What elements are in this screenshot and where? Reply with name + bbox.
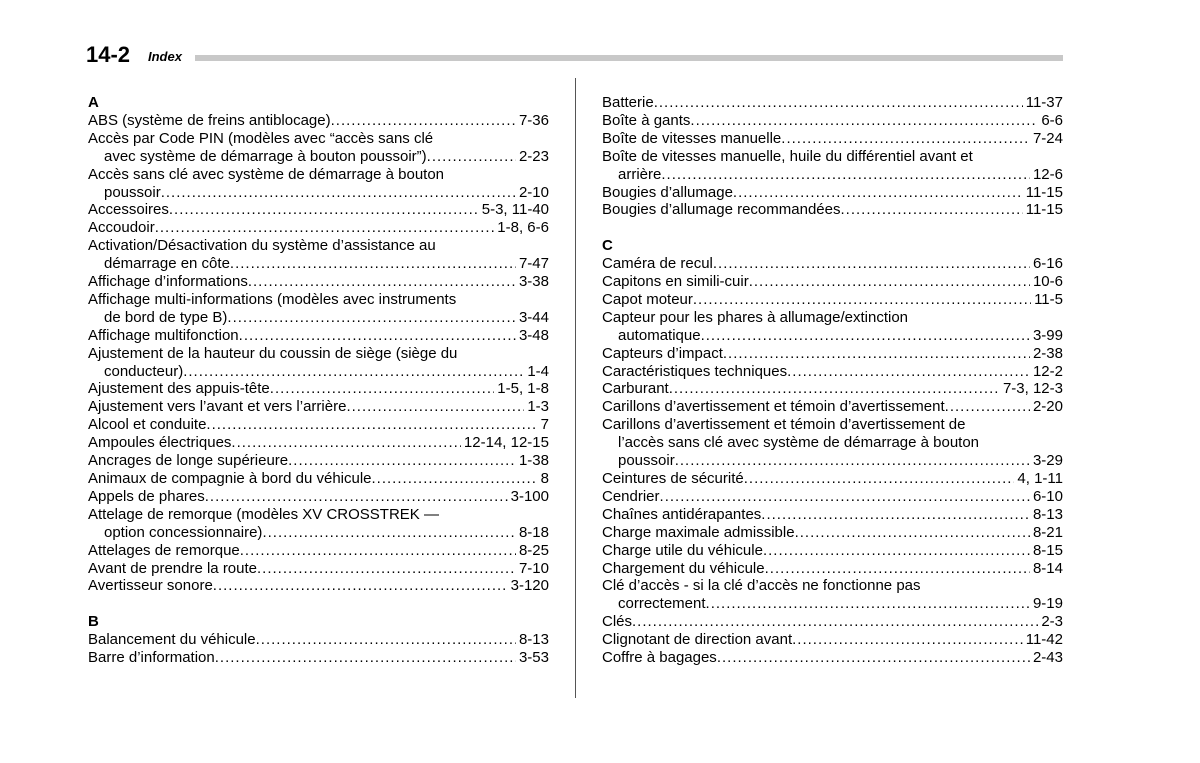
dot-leader <box>763 542 1030 560</box>
index-entry-term: Bougies d’allumage recommandées <box>602 201 841 219</box>
index-entry <box>88 398 549 416</box>
index-entry-page: 12-6 <box>1032 165 1063 183</box>
index-entry-page: 10-6 <box>1032 273 1063 291</box>
index-entry <box>88 434 549 452</box>
index-entry-page: 11-15 <box>1025 201 1063 219</box>
index-entry-term: Avertisseur sonore <box>88 577 213 595</box>
index-entry-term: Clignotant de direction avant <box>602 631 793 649</box>
index-entry <box>88 327 549 345</box>
index-entry <box>602 613 1063 631</box>
index-entry-term: Boîte de vitesses manuelle <box>602 129 782 147</box>
index-entry-page: 5-3, 11-40 <box>481 201 549 219</box>
index-entry-term: Chaînes antidérapantes <box>602 505 762 523</box>
index-entry <box>602 560 1063 578</box>
dot-leader <box>795 524 1030 542</box>
index-entry-term: Accoudoir <box>88 219 155 237</box>
index-letter-heading: C <box>602 237 613 255</box>
index-entry-page: 12-2 <box>1032 362 1063 380</box>
index-entry <box>88 470 549 488</box>
dot-leader <box>240 542 516 560</box>
index-entry-page: 1-4 <box>527 362 549 380</box>
dot-leader <box>215 649 516 667</box>
index-entry <box>602 345 1063 363</box>
dot-leader <box>230 255 516 273</box>
dot-leader <box>660 488 1030 506</box>
index-entry <box>602 201 1063 219</box>
dot-leader <box>183 363 524 381</box>
dot-leader <box>427 148 516 166</box>
index-entry-page: 3-120 <box>510 577 549 595</box>
index-entry-term: Attelage de remorque (modèles XV CROSSTREK — <box>88 505 439 523</box>
index-entry <box>602 94 1063 112</box>
index-entry-page: 2-10 <box>518 183 549 201</box>
index-entry-term: Carillons d’avertissement et témoin d’avertissement <box>602 398 945 416</box>
index-entry-page: 8-13 <box>1032 505 1063 523</box>
index-entry-term: correctement <box>618 595 706 613</box>
index-entry <box>88 416 549 434</box>
index-entry <box>602 130 1063 148</box>
index-entry-term: Affichage multi-informations (modèles avec instruments <box>88 290 457 308</box>
index-entry-term: poussoir <box>618 452 675 470</box>
dot-leader <box>787 363 1030 381</box>
index-entry <box>88 273 549 291</box>
index-entry-page: 7-10 <box>518 559 549 577</box>
index-entry-page: 7-24 <box>1032 129 1063 147</box>
index-entry <box>602 470 1063 488</box>
index-entry-page: 8-18 <box>518 523 549 541</box>
index-entry-term: Capteur pour les phares à allumage/extinction <box>602 308 909 326</box>
header-rule <box>195 55 1063 61</box>
index-entry <box>88 291 549 327</box>
index-entry <box>602 380 1063 398</box>
dot-leader <box>206 416 537 434</box>
index-entry <box>88 237 549 273</box>
index-entry-term: Clés <box>602 613 633 631</box>
index-entry-term: automatique <box>618 326 701 344</box>
index-entry-term: Chargement du véhicule <box>602 559 765 577</box>
dot-leader <box>262 524 516 542</box>
index-entry-page: 7-47 <box>518 255 549 273</box>
dot-leader <box>239 327 516 345</box>
column-divider <box>575 78 576 698</box>
index-entry-page: 3-53 <box>518 649 549 667</box>
index-entry <box>88 631 549 649</box>
index-entry-page: 6-6 <box>1041 111 1063 129</box>
index-entry-term: Bougies d’allumage <box>602 183 733 201</box>
index-entry-term: Appels de phares <box>88 487 205 505</box>
index-entry <box>88 560 549 578</box>
index-entry-term: Avant de prendre la route <box>88 559 258 577</box>
index-entry-term: Carburant <box>602 380 669 398</box>
index-entry-page: 1-3 <box>527 398 549 416</box>
index-entry-page: 3-38 <box>518 273 549 291</box>
index-entry-page: 2-20 <box>1032 398 1063 416</box>
index-entry-term: Accessoires <box>88 201 169 219</box>
index-entry-page: 11-37 <box>1025 94 1063 111</box>
index-entry-term: Accès sans clé avec système de démarrage à bouton <box>88 165 445 183</box>
dot-leader <box>701 327 1030 345</box>
index-entry <box>88 345 549 381</box>
dot-leader <box>205 488 508 506</box>
index-entry <box>602 309 1063 345</box>
dot-leader <box>257 560 516 578</box>
index-entry-page: 8-13 <box>518 631 549 649</box>
index-entry <box>602 416 1063 470</box>
index-entry-term: Caractéristiques techniques <box>602 362 788 380</box>
index-entry-term: ABS (système de freins antiblocage) <box>88 111 331 129</box>
index-entry-term: Ampoules électriques <box>88 434 232 452</box>
dot-leader <box>690 112 1038 130</box>
index-entry-term: Capot moteur <box>602 290 693 308</box>
dot-leader <box>169 201 479 219</box>
dot-leader <box>372 470 538 488</box>
dot-leader <box>761 506 1030 524</box>
index-entry <box>88 488 549 506</box>
index-entry-page: 1-5, 1-8 <box>497 380 549 398</box>
dot-leader <box>248 273 516 291</box>
index-entry-term: Ajustement de la hauteur du coussin de siège (siège du <box>88 344 458 362</box>
index-entry <box>602 542 1063 560</box>
index-entry-page: 3-48 <box>518 326 549 344</box>
index-entry-term: Boîte à gants <box>602 111 691 129</box>
index-letter-heading: B <box>88 613 99 631</box>
index-entry-term: Attelages de remorque <box>88 541 240 559</box>
dot-leader <box>945 398 1030 416</box>
index-entry-term: démarrage en côte <box>104 255 230 273</box>
index-entry-page: 11-5 <box>1034 290 1063 308</box>
index-entry <box>602 112 1063 130</box>
index-entry-page: 3-44 <box>518 308 549 326</box>
index-entry-page: 2-43 <box>1032 649 1063 667</box>
index-entry-term: Clé d’accès - si la clé d’accès ne fonctionne pas <box>602 577 921 595</box>
index-entry <box>602 631 1063 649</box>
index-entry-term: arrière <box>618 165 662 183</box>
index-entry <box>602 649 1063 667</box>
dot-leader <box>744 470 1015 488</box>
index-entry-term: Barre d’information <box>88 649 215 667</box>
dot-leader <box>231 434 461 452</box>
dot-leader <box>288 452 516 470</box>
index-entry-term: Balancement du véhicule <box>88 631 256 649</box>
index-entry <box>602 524 1063 542</box>
index-entry-page: 6-16 <box>1032 255 1063 273</box>
index-entry-page: 2-3 <box>1041 613 1063 631</box>
index-entry <box>88 542 549 560</box>
index-entry-page: 7 <box>540 416 549 434</box>
index-entry-term: Ajustement des appuis-tête <box>88 380 270 398</box>
dot-leader <box>840 201 1022 219</box>
index-entry <box>602 363 1063 381</box>
index-entry-page: 8-14 <box>1032 559 1063 577</box>
index-entry-page: 8-25 <box>518 541 549 559</box>
dot-leader <box>675 452 1030 470</box>
index-entry-term: option concessionnaire) <box>104 523 263 541</box>
index-entry-page: 1-8, 6-6 <box>497 219 549 237</box>
index-entry-page: 3-29 <box>1032 452 1063 470</box>
dot-leader <box>765 560 1030 578</box>
index-entry <box>602 148 1063 184</box>
index-entry-term: Affichage d’informations <box>88 273 248 291</box>
index-entry-term: Ajustement vers l’avant et vers l’arrière <box>88 398 347 416</box>
index-entry-page: 1-38 <box>518 452 549 470</box>
index-entry-page: 11-42 <box>1025 631 1063 649</box>
index-entry-term: Boîte de vitesses manuelle, huile du différentiel avant et <box>602 147 973 165</box>
index-entry <box>88 201 549 219</box>
dot-leader <box>161 184 516 202</box>
dot-leader <box>270 380 495 398</box>
index-entry-page: 11-15 <box>1025 183 1063 201</box>
index-entry-term: Carillons d’avertissement et témoin d’avertissement de <box>602 416 966 434</box>
index-entry <box>602 398 1063 416</box>
dot-leader <box>669 380 1000 398</box>
index-entry-page: 4, 1-11 <box>1017 470 1063 487</box>
dot-leader <box>781 130 1030 148</box>
index-entry-term: Alcool et conduite <box>88 416 207 434</box>
index-entry-page: 3-100 <box>510 487 549 505</box>
dot-leader <box>632 613 1038 631</box>
index-entry-term: de bord de type B) <box>104 308 228 326</box>
index-entry-page: 2-23 <box>518 147 549 165</box>
index-entry <box>88 577 549 595</box>
index-entry-term: l’accès sans clé avec système de démarrage à bouton <box>618 434 980 452</box>
index-entry-term: Accès par Code PIN (modèles avec “accès sans clé <box>88 129 434 147</box>
index-entry <box>88 380 549 398</box>
index-entry-page: 7-36 <box>518 111 549 129</box>
index-entry-page: 12-14, 12-15 <box>463 434 549 452</box>
index-entry-term: conducteur) <box>104 362 184 380</box>
index-entry-page: 8-21 <box>1032 523 1063 541</box>
dot-leader <box>331 112 516 130</box>
dot-leader <box>792 631 1023 649</box>
index-entry <box>602 184 1063 202</box>
index-column-right <box>602 94 1063 667</box>
dot-leader <box>213 577 508 595</box>
index-entry-term: Ancrages de longe supérieure <box>88 452 289 470</box>
index-entry-term: avec système de démarrage à bouton poussoir”) <box>104 147 427 165</box>
index-entry-term: Animaux de compagnie à bord du véhicule <box>88 470 372 488</box>
index-entry <box>602 255 1063 273</box>
index-entry-term: Affichage multifonction <box>88 326 239 344</box>
index-entry <box>88 506 549 542</box>
index-entry <box>88 166 549 202</box>
dot-leader <box>749 273 1030 291</box>
index-entry-page: 3-99 <box>1032 326 1063 344</box>
index-entry-page: 8 <box>540 470 549 488</box>
index-entry <box>88 112 549 130</box>
index-entry <box>602 577 1063 613</box>
index-entry-page: 6-10 <box>1032 487 1063 505</box>
index-entry-term: Capteurs d’impact <box>602 344 723 362</box>
index-entry <box>88 649 549 667</box>
dot-leader <box>346 398 524 416</box>
index-column-left <box>88 94 549 667</box>
index-entry <box>602 291 1063 309</box>
index-entry-term: Ceintures de sécurité <box>602 470 744 487</box>
index-entry-term: poussoir <box>104 183 161 201</box>
index-entry-term: Activation/Désactivation du système d’assistance au <box>88 237 436 255</box>
index-entry-term: Capitons en simili-cuir <box>602 273 749 291</box>
index-entry <box>88 219 549 237</box>
dot-leader <box>706 595 1030 613</box>
index-entry <box>602 273 1063 291</box>
index-entry-term: Charge maximale admissible <box>602 523 795 541</box>
dot-leader <box>661 166 1030 184</box>
dot-leader <box>717 649 1030 667</box>
page-number: 14-2 <box>86 42 131 67</box>
dot-leader <box>227 309 516 327</box>
index-entry <box>602 488 1063 506</box>
index-entry-term: Charge utile du véhicule <box>602 541 763 559</box>
index-letter-heading: A <box>88 94 99 111</box>
index-entry-term: Cendrier <box>602 487 660 505</box>
dot-leader <box>654 94 1023 112</box>
dot-leader <box>723 345 1030 363</box>
index-entry <box>88 130 549 166</box>
index-entry-page: 9-19 <box>1032 595 1063 613</box>
dot-leader <box>713 255 1030 273</box>
index-entry-page: 2-38 <box>1032 344 1063 362</box>
index-entry-page: 7-3, 12-3 <box>1002 380 1063 398</box>
dot-leader <box>256 631 516 649</box>
dot-leader <box>155 219 495 237</box>
section-title: Index <box>148 49 182 64</box>
dot-leader <box>733 184 1023 202</box>
index-entry <box>602 506 1063 524</box>
index-entry-page: 8-15 <box>1032 541 1063 559</box>
dot-leader <box>693 291 1031 309</box>
index-entry <box>88 452 549 470</box>
index-entry-term: Batterie <box>602 94 654 111</box>
index-entry-term: Caméra de recul <box>602 255 713 273</box>
index-entry-term: Coffre à bagages <box>602 649 717 667</box>
